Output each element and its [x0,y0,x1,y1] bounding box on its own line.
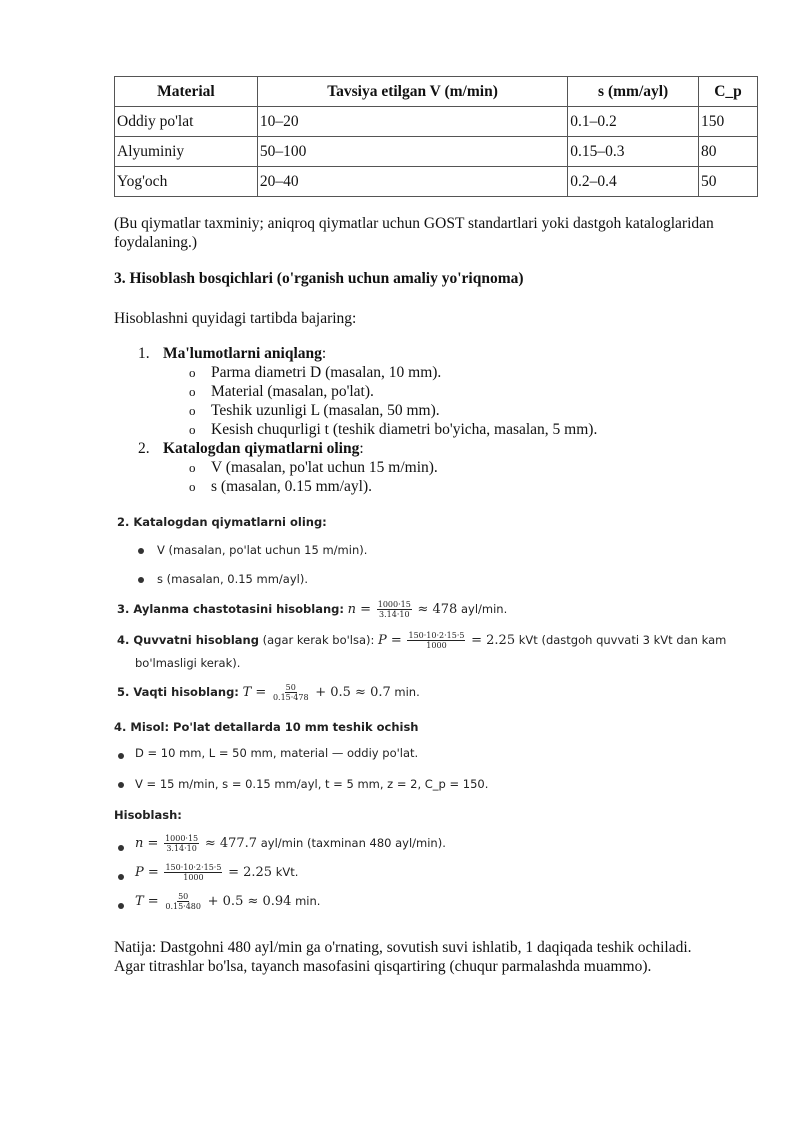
formula-unit: ayl/min (taxminan 480 ayl/min). [260,836,446,850]
step4-paren: (agar kerak bo'lsa): [262,633,375,647]
table-row [115,137,758,167]
list-item-text: V (masalan, po'lat uchun 15 m/min). [211,459,438,476]
bullet-icon [138,577,144,583]
circle-bullet-icon: o [189,422,196,437]
example-heading [114,720,418,734]
fraction-denominator: 0.15·478 [272,693,309,702]
table-cell: 50 [699,167,758,197]
step4-continuation: bo'lmasligi kerak). [135,656,241,670]
step-title: Katalogdan qiymatlarni oling [163,440,360,457]
table-cell: 0.2–0.4 [568,167,699,197]
fraction-numerator: 150·10·2·15·5 [408,631,465,640]
table-header-row [115,77,758,107]
formula-fraction [164,892,202,911]
fraction-numerator: 50 [285,683,296,692]
formula-rhs: ≈ 478 [417,602,458,617]
table-note: (Bu qiymatlar taxminiy; aniqroq qiymatlar uchun GOST standartlari yoki dastgoh kataloglaridan foydalaning.) [114,215,714,251]
step2-heading [117,515,327,529]
list-item-text: D = 10 mm, L = 50 mm, material — oddiy po'lat. [135,746,419,760]
formula-lhs: P = [135,865,159,880]
circle-bullet-icon: o [189,403,196,418]
formula-rhs: = 2.25 [471,633,516,648]
fraction-denominator: 0.15·480 [165,902,201,911]
column-header: C_p [699,77,758,107]
formula-rhs: + 0.5 ≈ 0.94 [207,894,292,909]
bullet-icon [118,753,124,759]
fraction-denominator: 1000 [183,873,204,882]
step5-label: 5. Vaqti hisoblang: [117,685,239,699]
list-item-text: s (masalan, 0.15 mm/ayl). [157,572,308,586]
list-item-text: s (masalan, 0.15 mm/ayl). [211,478,372,495]
table-cell: Oddiy po'lat [115,107,258,137]
conclusion [114,938,774,976]
table-cell: 80 [699,137,758,167]
circle-bullet-icon: o [189,365,196,380]
step-colon: : [321,345,327,362]
list-item-text: V = 15 m/min, s = 0.15 mm/ayl, t = 5 mm, z = 2, C_p = 150. [135,777,489,791]
formula-lhs: n = [135,836,159,851]
formula-lhs: n = [347,602,372,617]
table-cell: Yog'och [115,167,258,197]
column-header: Material [115,77,258,107]
table-row [115,167,758,197]
conclusion-line: Agar titrashlar bo'lsa, tayanch masofasini qisqartiring (chuqur parmalashda muammo). [114,958,652,975]
circle-bullet-icon: o [189,479,196,494]
step5-line [117,683,420,702]
formula-fraction [377,600,412,619]
formula-rhs: + 0.5 ≈ 0.7 [315,685,391,700]
table-cell: 20–40 [257,167,567,197]
section-intro: Hisoblashni quyidagi tartibda bajaring: [114,310,357,327]
bullet-icon [118,845,124,851]
formula-rhs: ≈ 477.7 [204,836,258,851]
table-cell: 150 [699,107,758,137]
list-item [189,382,800,401]
circle-bullet-icon: o [189,460,196,475]
table-cell: Alyuminiy [115,137,258,167]
table-cell: 0.15–0.3 [568,137,699,167]
bullet-icon [118,874,124,880]
step2-title: 2. Katalogdan qiymatlarni oling: [117,515,327,529]
step4-label: 4. Quvvatni hisoblang [117,633,259,647]
step4-line [117,631,726,650]
step-number: 2. [138,440,150,457]
formula-lhs: T = [242,685,267,700]
material-table [114,76,758,197]
steps-list [114,344,800,496]
formula-fraction [272,683,310,702]
list-item [189,420,800,439]
step-sublist [163,363,800,439]
step-colon: : [359,440,364,457]
bullet-icon [138,548,144,554]
step-number: 1. [138,345,150,362]
table-row [115,107,758,137]
formula-unit: kVt (dastgoh quvvati 3 kVt dan kam [518,633,727,647]
step3-line [117,600,507,619]
section-heading: 3. Hisoblash bosqichlari (o'rganish uchun amaliy yo'riqnoma) [114,270,524,287]
column-header: Tavsiya etilgan V (m/min) [257,77,567,107]
formula-lhs: T = [135,894,159,909]
bullet-icon [118,903,124,909]
fraction-numerator: 50 [178,892,189,901]
example-heading-text: 4. Misol: Po'lat detallarda 10 mm teshik ochish [114,720,419,734]
list-item [189,401,800,420]
fraction-denominator: 1000 [426,641,447,650]
list-item-text: V (masalan, po'lat uchun 15 m/min). [157,543,368,557]
calc-line [135,834,446,853]
list-item [189,477,800,496]
step-item [138,344,800,439]
fraction-numerator: 150·10·2·15·5 [165,863,222,872]
formula-rhs: = 2.25 [228,865,273,880]
list-item [189,363,800,382]
calc-line [135,892,320,911]
formula-unit: min. [295,894,321,908]
fraction-denominator: 3.14·10 [379,610,410,619]
column-header: s (mm/ayl) [568,77,699,107]
fraction-denominator: 3.14·10 [166,844,197,853]
bullet-icon [118,782,124,788]
list-item [189,458,800,477]
conclusion-line: Natija: Dastgohni 480 ayl/min ga o'rnating, sovutish suvi ishlatib, 1 daqiqada teshik ochiladi. [114,939,692,956]
calc-heading-text: Hisoblash: [114,808,182,822]
step-item [138,439,800,496]
formula-lhs: P = [378,633,402,648]
formula-fraction [407,631,465,650]
table-cell: 50–100 [257,137,567,167]
fraction-numerator: 1000·15 [377,600,411,609]
step3-label: 3. Aylanma chastotasini hisoblang: [117,602,345,616]
calc-heading [114,808,182,822]
formula-fraction [164,863,222,882]
table-cell: 0.1–0.2 [568,107,699,137]
circle-bullet-icon: o [189,384,196,399]
step-title: Ma'lumotlarni aniqlang [163,345,322,362]
step-sublist [163,458,800,496]
formula-unit: kVt. [275,865,299,879]
list-item-text: Kesish chuqurligi t (teshik diametri bo'yicha, masalan, 5 mm). [211,421,598,438]
list-item-text: Parma diametri D (masalan, 10 mm). [211,364,442,381]
table-cell: 10–20 [257,107,567,137]
list-item-text: Teshik uzunligi L (masalan, 50 mm). [211,402,440,419]
formula-unit: min. [394,685,420,699]
calc-line [135,863,298,882]
formula-unit: ayl/min. [460,602,508,616]
list-item-text: Material (masalan, po'lat). [211,383,374,400]
fraction-numerator: 1000·15 [165,834,199,843]
formula-fraction [164,834,199,853]
